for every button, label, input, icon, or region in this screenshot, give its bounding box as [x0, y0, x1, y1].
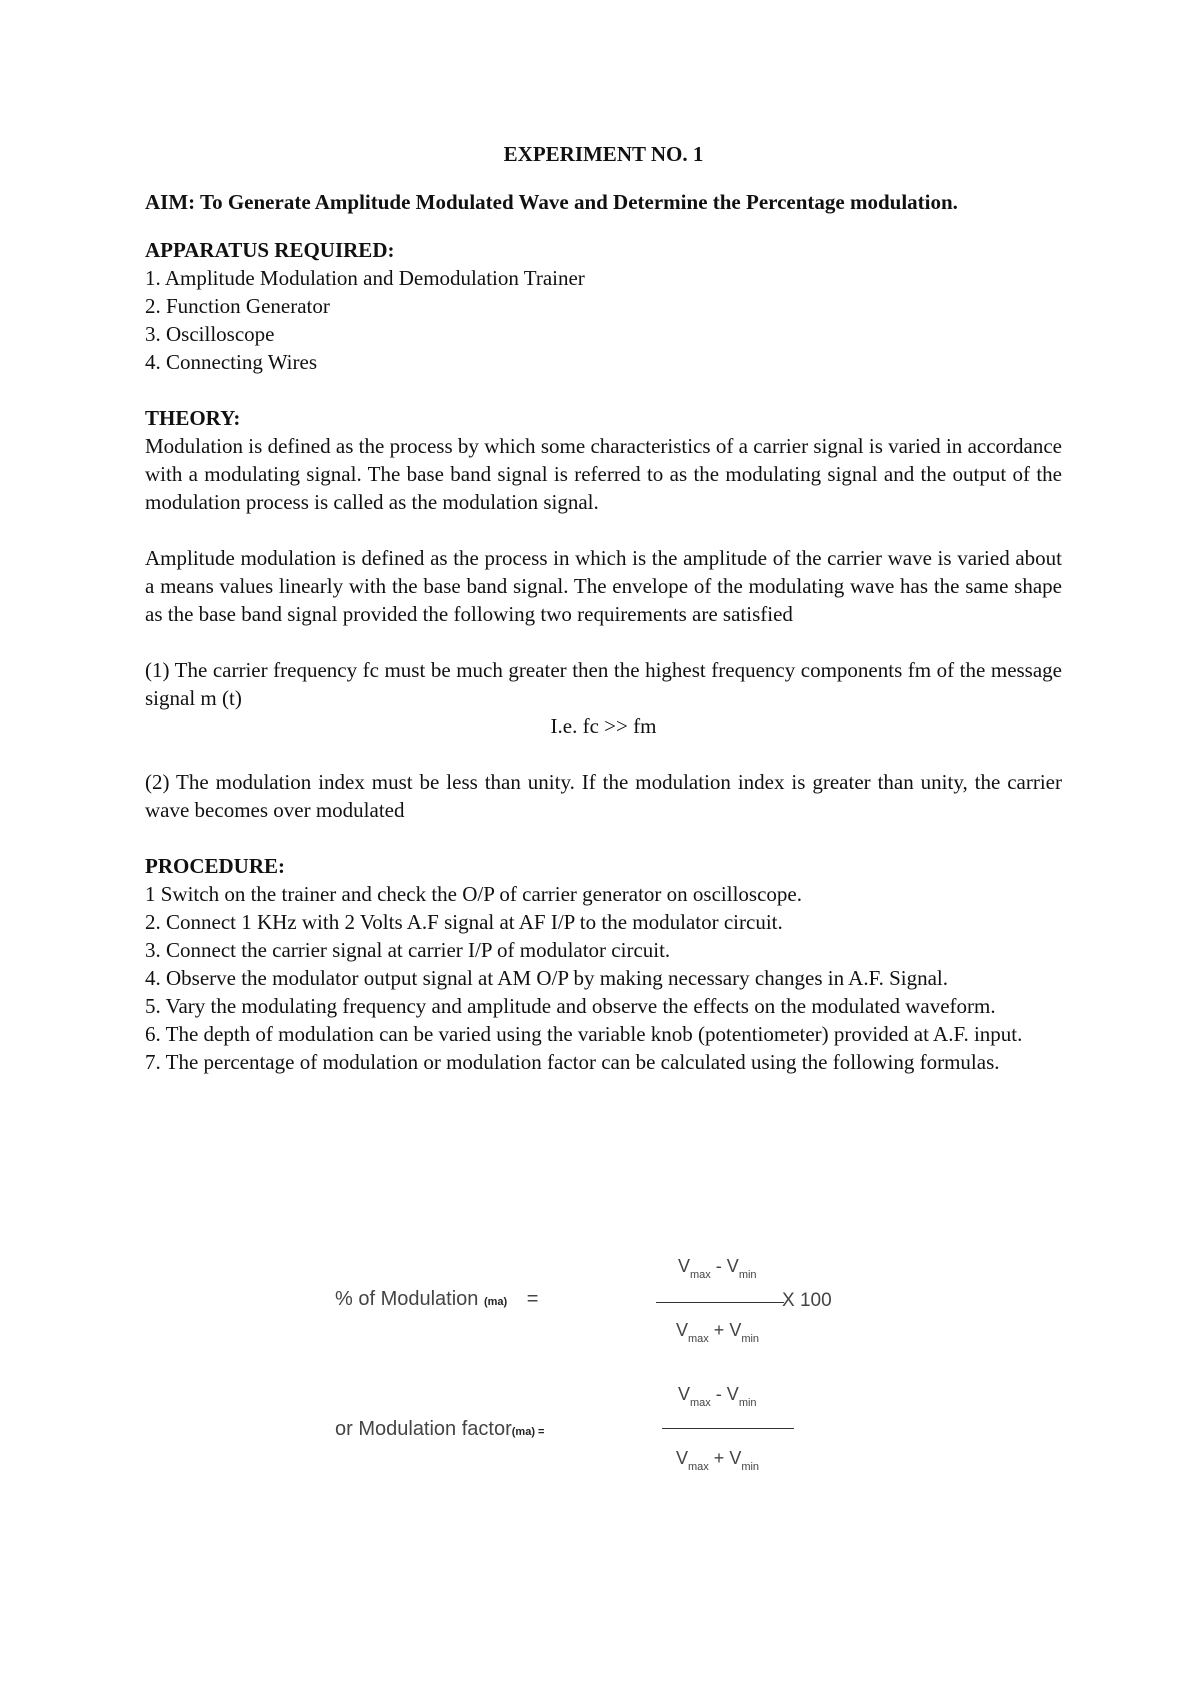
- formula-1-denominator: $V_{max} + V_{min}$: [676, 1320, 760, 1345]
- list-item: 1. Amplitude Modulation and Demodulation Trainer: [145, 266, 585, 290]
- theory-paragraph-2: Amplitude modulation is defined as the process in which is the amplitude of the carrier wave is varied about a means values linearly with the base band signal. The envelope of the modulating wave has the same shape as the base band signal provided the following two requirements are satisfied: [145, 546, 1062, 626]
- requirement-2: (2) The modulation index must be less than unity. If the modulation index is greater than unity, the carrier wave becomes over modulated: [145, 770, 1062, 822]
- formula-1-multiplier: X 100: [782, 1290, 832, 1311]
- apparatus-heading: APPARATUS REQUIRED:: [145, 238, 395, 262]
- modulation-factor-formula: [0, 1378, 1200, 1488]
- list-item: 3. Oscilloscope: [145, 322, 275, 346]
- formula-1-fraction-bar: [656, 1302, 784, 1303]
- formula-2-fraction-bar: [662, 1428, 794, 1429]
- aim-statement: AIM: To Generate Amplitude Modulated Wave and Determine the Percentage modulation.: [145, 190, 958, 214]
- theory-paragraph-1: Modulation is defined as the process by which some characteristics of a carrier signal is varied in accordance with a modulating signal. The base band signal is referred to as the modulating signal and the output of the modulation process is called as the modulation signal.: [145, 434, 1062, 514]
- formula-2-numerator: $V_{max} - V_{min}$: [678, 1384, 757, 1409]
- formula-1-label: % of Modulation (ma) =: [335, 1288, 539, 1310]
- formula-2-label: or Modulation factor(ma) =: [335, 1418, 545, 1440]
- requirement-1-formula: I.e. fc >> fm: [550, 714, 657, 738]
- formula-2-denominator: $V_{max} + V_{min}$: [676, 1448, 760, 1473]
- list-item: 2. Connect 1 KHz with 2 Volts A.F signal at AF I/P to the modulator circuit.: [145, 910, 783, 934]
- experiment-title: EXPERIMENT NO. 1: [503, 142, 704, 166]
- list-item: 5. Vary the modulating frequency and amplitude and observe the effects on the modulated waveform.: [145, 994, 996, 1018]
- list-item: 4. Observe the modulator output signal at AM O/P by making necessary changes in A.F. Signal.: [145, 966, 949, 990]
- list-item: 1 Switch on the trainer and check the O/P of carrier generator on oscilloscope.: [145, 882, 802, 906]
- document-body: [145, 140, 1062, 1076]
- apparatus-list: [145, 264, 1062, 376]
- list-item: 4. Connecting Wires: [145, 350, 317, 374]
- procedure-list: [145, 880, 1062, 1076]
- formula-1-numerator: $V_{max} - V_{min}$: [678, 1256, 757, 1281]
- theory-heading: THEORY:: [145, 406, 241, 430]
- procedure-heading: PROCEDURE:: [145, 854, 285, 878]
- list-item: 7. The percentage of modulation or modulation factor can be calculated using the following formulas.: [145, 1050, 1000, 1074]
- list-item: 6. The depth of modulation can be varied using the variable knob (potentiometer) provided at A.F. input.: [145, 1022, 1023, 1046]
- requirement-1: (1) The carrier frequency fc must be much greater then the highest frequency components fm of the message signal m (t): [145, 658, 1062, 710]
- modulation-percentage-formula: [0, 1250, 1200, 1360]
- list-item: 3. Connect the carrier signal at carrier I/P of modulator circuit.: [145, 938, 671, 962]
- list-item: 2. Function Generator: [145, 294, 330, 318]
